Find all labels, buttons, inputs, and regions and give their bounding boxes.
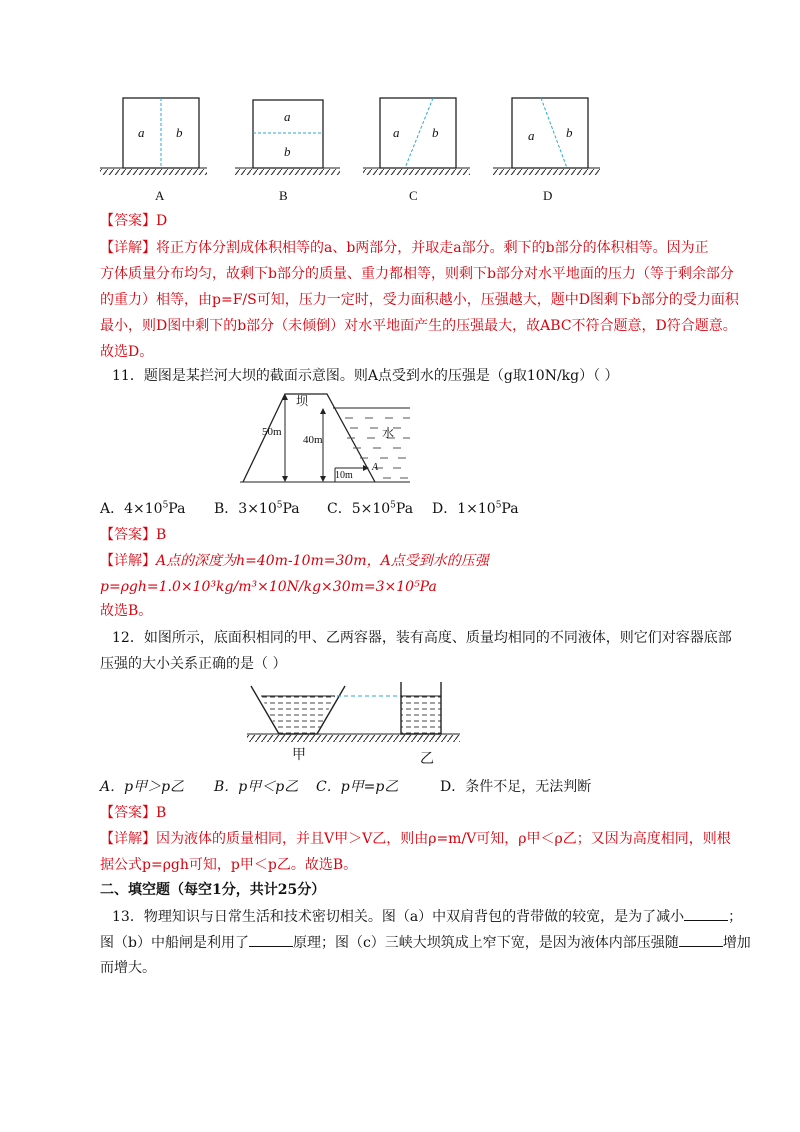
- q12-stem-1: 12．如图所示，底面积相同的甲、乙两容器，装有高度、质量均相同的不同液体，则它们对容器底部: [112, 630, 732, 646]
- q12-detail-1: 【详解】因为液体的质量相同，并且V甲＞V乙，则由ρ=m/V可知，ρ甲＜ρ乙；又因为高度相同，则根: [100, 831, 731, 847]
- q12-answer: 【答案】B: [100, 805, 167, 821]
- diagram-b-part-b: b: [284, 144, 291, 159]
- diagram-c-part-a: a: [393, 125, 400, 140]
- q13-blank-3[interactable]: [679, 932, 723, 947]
- q13-line-1: 13．物理知识与日常生活和技术密切相关。图（a）中双肩背包的背带做的较宽，是为了减小 ；: [112, 906, 742, 927]
- q10-detail-5: 故选D。: [100, 344, 154, 360]
- diagram-d-part-a: a: [528, 128, 535, 143]
- q12-option-a[interactable]: A．p甲＞p乙: [100, 779, 185, 795]
- diagram-d: [493, 98, 600, 175]
- caption-a: A: [155, 188, 165, 203]
- q12-option-d[interactable]: D．条件不足，无法判断: [440, 779, 592, 795]
- q10-diagrams: [95, 90, 615, 190]
- containers-diagram: [245, 676, 465, 746]
- q12-option-c[interactable]: C．p甲=p乙: [316, 779, 399, 795]
- diagram-d-part-b: b: [566, 125, 573, 140]
- dam-label: 坝: [296, 394, 309, 408]
- q11-option-b[interactable]: B．$3\times 10^5Pa$: [214, 500, 300, 517]
- diagram-c: [363, 98, 470, 175]
- caption-c: C: [409, 188, 418, 203]
- q13-line-2: 图（b）中船闸是利用了 原理；图（c）三峡大坝筑成上窄下宽，是因为液体内部压强随 增加: [100, 932, 751, 953]
- q13-blank-2[interactable]: [249, 932, 293, 947]
- q11-detail-3: 故选B。: [100, 603, 153, 619]
- diagram-a-part-a: a: [138, 125, 145, 140]
- q13-blank-1[interactable]: [684, 906, 728, 921]
- q13-line-3: 而增大。: [100, 960, 156, 976]
- height-40m-label: 40m: [303, 434, 323, 446]
- q11-answer: 【答案】B: [100, 527, 167, 543]
- water-label: 水: [382, 426, 395, 440]
- caption-d: D: [543, 188, 553, 203]
- q10-detail-1: 【详解】将正方体分割成体积相等的a、b两部分，并取走a部分。剩下的b部分的体积相等。因为正: [100, 240, 709, 256]
- q11-detail-2: p=ρgh=1.0×10³kg/m³×10N/kg×30m=3×10⁵Pa: [100, 579, 437, 595]
- q12-stem-2: 压强的大小关系正确的是（ ）: [100, 656, 287, 672]
- container-jia-label: 甲: [292, 747, 306, 763]
- q10-answer: 【答案】D: [100, 213, 168, 229]
- height-10m-label: 10m: [335, 470, 353, 481]
- q10-detail-2: 方体质量分布均匀，故剩下b部分的质量、重力都相等，则剩下b部分对水平地面的压力（等于剩余部分: [100, 266, 734, 282]
- diagram-a: [100, 98, 207, 175]
- q11-option-c[interactable]: C．$5\times 10^5Pa$: [327, 500, 414, 517]
- section-heading: 二、填空题（每空1分，共计25分）: [100, 882, 326, 898]
- diagram-c-part-b: b: [432, 125, 439, 140]
- diagram-b-part-a: a: [284, 109, 291, 124]
- q12-detail-2: 据公式p=ρgh可知，p甲＜p乙。故选B。: [100, 857, 358, 873]
- q12-option-b[interactable]: B．p甲＜p乙: [214, 779, 299, 795]
- q11-option-a[interactable]: A．$4\times 10^5Pa$: [100, 500, 186, 517]
- height-50m-label: 50m: [262, 426, 282, 438]
- caption-b: B: [279, 188, 288, 203]
- point-a-label: A: [372, 462, 379, 473]
- q10-detail-4: 最小，则D图中剩下的b部分（未倾倒）对水平地面产生的压强最大，故ABC不符合题意，D符合题意。: [100, 318, 737, 334]
- q10-detail-3: 的重力）相等，由p=F/S可知，压力一定时，受力面积越小，压强越大，题中D图剩下b部分的受力面积: [100, 292, 739, 308]
- q11-detail-1: 【详解】A点的深度为h=40m-10m=30m，A点受到水的压强: [100, 553, 489, 569]
- diagram-a-part-b: b: [176, 125, 183, 140]
- q11-stem: 11．题图是某拦河大坝的截面示意图。则A点受到水的压强是（g取10N/kg）（ ）: [112, 368, 619, 384]
- container-yi-label: 乙: [420, 751, 434, 767]
- q11-option-d[interactable]: D．$1\times 10^5Pa$: [432, 500, 519, 517]
